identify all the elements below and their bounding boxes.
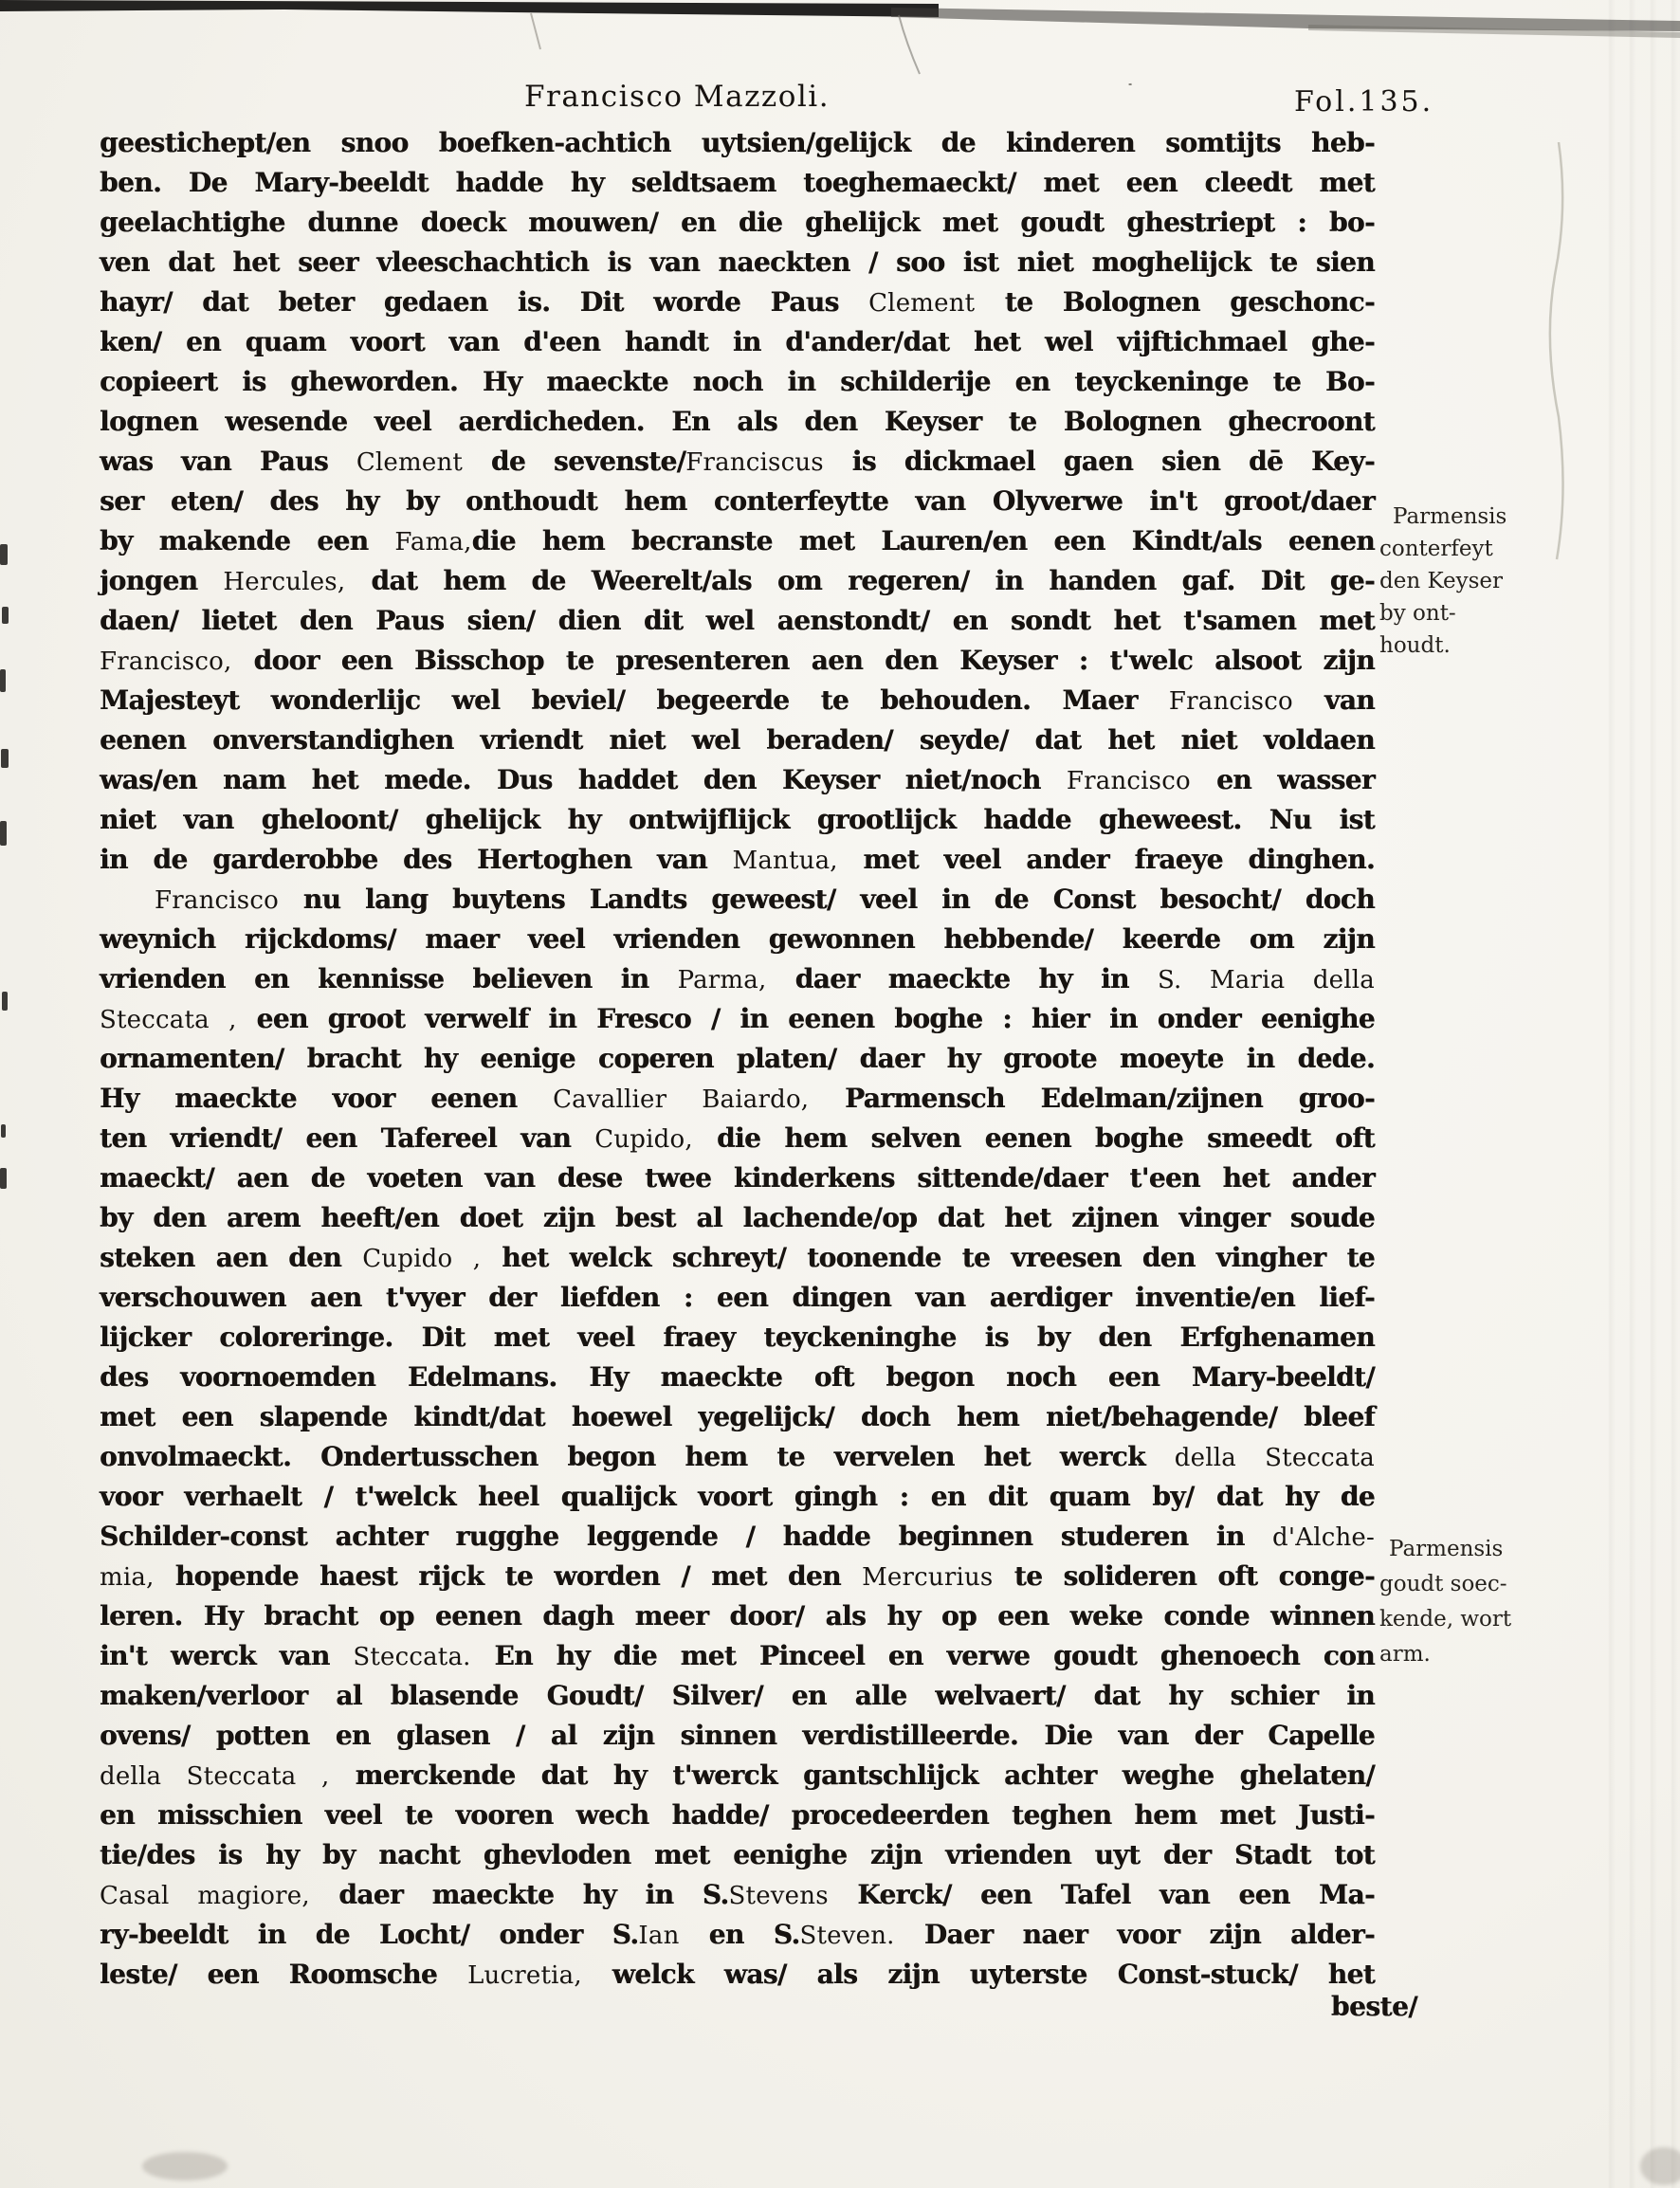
body-line <box>100 1158 1375 1198</box>
roman-type-segment: Stevens <box>728 1882 829 1910</box>
scan-artifact-smudge <box>142 2152 228 2180</box>
margin-note-line: goudt soec- <box>1379 1572 1507 1596</box>
roman-type-segment: della Steccata , <box>100 1762 330 1791</box>
roman-type-segment: Francisco <box>1066 767 1191 795</box>
body-line <box>100 681 1375 720</box>
roman-type-segment: S. Maria della <box>1157 966 1375 994</box>
roman-type-segment: Mercurius <box>862 1563 994 1592</box>
body-line <box>100 1397 1375 1437</box>
margin-note-line: conterfeyt <box>1379 537 1493 561</box>
body-line <box>100 362 1375 402</box>
margin-note-line: by ont- <box>1379 601 1456 626</box>
blackletter-segment: geestichept/en snoo boefken-achtich uytsien/gelijck de kinderen somtijts heb- <box>100 127 1375 158</box>
blackletter-segment: leren. Hy bracht op eenen dagh meer door/ als hy op een weke conde winnen <box>100 1600 1375 1632</box>
margin-note-line: den Keyser <box>1379 569 1504 593</box>
blackletter-segment: ornamenten/ bracht hy eenige coperen platen/ daer hy groote moeyte in dede. <box>100 1043 1375 1074</box>
body-line <box>100 1596 1375 1636</box>
body-line <box>100 123 1375 163</box>
roman-type-segment: Steven. <box>799 1922 895 1950</box>
blackletter-segment: ry-beeldt in de Locht/ onder S. <box>100 1919 639 1950</box>
scan-artifact-top-edge <box>0 0 1680 85</box>
body-line <box>100 720 1375 760</box>
margin-note-1 <box>1379 501 1598 662</box>
blackletter-segment: tie/des is hy by nacht ghevloden met eenighe zijn vrienden uyt der Stadt tot <box>100 1839 1375 1870</box>
body-line <box>100 1517 1375 1557</box>
body-line <box>100 1198 1375 1238</box>
blackletter-segment: voor verhaelt / t'welck heel qualijck voort gingh : en dit quam by/ dat hy de <box>100 1481 1375 1512</box>
body-line <box>100 442 1375 482</box>
roman-type-segment: Francisco <box>1168 687 1293 716</box>
blackletter-segment: daen/ lietet den Paus sien/ dien dit wel aenstondt/ en sondt het t'samen met <box>100 605 1375 636</box>
roman-type-segment: Cupido , <box>362 1245 482 1273</box>
body-line <box>100 482 1375 521</box>
blackletter-segment: En hy die met Pinceel en verwe goudt ghenoech con <box>470 1640 1375 1671</box>
margin-note-line: Parmensis <box>1393 504 1507 529</box>
body-line <box>100 959 1375 999</box>
blackletter-segment: daer maeckte hy in S. <box>309 1879 729 1910</box>
blackletter-segment: steken aen den <box>100 1242 363 1273</box>
blackletter-segment: een groot verwelf in Fresco / in eenen boghe : hier in onder eenighe <box>236 1003 1376 1034</box>
roman-type-segment: Casal magiore, <box>100 1882 310 1910</box>
body-line <box>100 561 1375 601</box>
blackletter-segment: van <box>1292 684 1375 716</box>
roman-type-segment: Mantua, <box>732 847 838 875</box>
roman-type-segment: Lucretia, <box>467 1961 582 1990</box>
blackletter-segment: onvolmaeckt. Ondertusschen begon hem te vervelen het werck <box>100 1441 1175 1472</box>
blackletter-segment: merckende dat hy t'werck gantschlijck achter weghe ghelaten/ <box>329 1760 1375 1791</box>
blackletter-segment: in de garderobbe des Hertoghen van <box>100 844 733 875</box>
blackletter-segment: by makende een <box>100 525 395 556</box>
blackletter-segment: Schilder-const achter rugghe leggende / hadde beginnen studeren in <box>100 1521 1273 1552</box>
blackletter-segment: met veel ander fraeye dinghen. <box>837 844 1375 875</box>
folio-number: Fol.135. <box>1294 85 1434 119</box>
roman-type-segment: Ian <box>638 1922 680 1950</box>
body-line <box>100 521 1375 561</box>
body-line <box>100 163 1375 203</box>
margin-note-line: arm. <box>1379 1642 1431 1667</box>
body-line <box>100 920 1375 959</box>
body-line <box>100 840 1375 880</box>
body-line <box>100 1756 1375 1796</box>
blackletter-segment: lijcker coloreringe. Dit met veel fraey teyckeninghe is by den Erfghenamen <box>100 1322 1375 1353</box>
blackletter-segment: was/en nam het mede. Dus haddet den Keyser niet/noch <box>100 764 1067 795</box>
margin-note-line: Parmensis <box>1389 1537 1504 1561</box>
blackletter-segment: verschouwen aen t'vyer der liefden : een dingen van aerdiger inventie/en lief- <box>100 1282 1375 1313</box>
roman-type-segment: della Steccata <box>1174 1444 1375 1472</box>
roman-type-segment: Steccata , <box>100 1006 237 1034</box>
margin-note-line: houdt. <box>1379 633 1451 658</box>
roman-type-segment: Cupido, <box>594 1125 693 1154</box>
body-line <box>100 402 1375 442</box>
blackletter-segment: is dickmael gaen sien dē Key- <box>823 446 1375 477</box>
scan-artifact-left-edge-marks <box>0 0 19 2188</box>
body-line <box>100 1238 1375 1278</box>
body-line <box>100 1119 1375 1158</box>
blackletter-segment: welck was/ als zijn uyterste Const-stuck/ het <box>581 1959 1375 1990</box>
roman-type-segment: Cavallier Baiardo, <box>553 1085 810 1114</box>
blackletter-segment: hayr/ dat beter gedaen is. Dit worde Paus <box>100 286 869 318</box>
roman-type-segment: Francisco, <box>100 647 232 676</box>
roman-type-segment: Clement <box>356 448 464 477</box>
body-line <box>100 999 1375 1039</box>
blackletter-segment: dat hem de Weerelt/als om regeren/ in handen gaf. Dit ge- <box>345 565 1375 596</box>
roman-type-segment: Clement <box>868 289 976 318</box>
body-line <box>100 1676 1375 1716</box>
body-line <box>100 1835 1375 1875</box>
blackletter-segment: Majesteyt wonderlijc wel beviel/ begeerde te behouden. Maer <box>100 684 1169 716</box>
blackletter-segment: die hem becranste met Lauren/en een Kindt/als eenen <box>471 525 1375 556</box>
blackletter-segment: ken/ en quam voort van d'een handt in d'ander/dat het wel vijftichmael ghe- <box>100 326 1375 357</box>
blackletter-segment: in't werck van <box>100 1640 354 1671</box>
roman-type-segment: Hercules, <box>223 568 346 596</box>
blackletter-segment: lognen wesende veel aerdicheden. En als den Keyser te Bolognen ghecroont <box>100 406 1375 437</box>
body-line <box>100 880 1375 920</box>
body-line <box>100 1039 1375 1079</box>
blackletter-segment: jongen <box>100 565 224 596</box>
blackletter-segment: geelachtighe dunne doeck mouwen/ en die ghelijck met goudt ghestriept : bo- <box>100 207 1375 238</box>
roman-type-segment: Parma, <box>677 966 767 994</box>
blackletter-segment: ben. De Mary-beeldt hadde hy seldtsaem toeghemaeckt/ met een cleedt met <box>100 167 1375 198</box>
paper-texture-streaks <box>1595 0 1680 2188</box>
blackletter-segment: maeckt/ aen de voeten van dese twee kinderkens sittende/daer t'een het ander <box>100 1162 1375 1194</box>
blackletter-segment: was van Paus <box>100 446 356 477</box>
body-line <box>100 1796 1375 1835</box>
blackletter-segment: die hem selven eenen boghe smeedt oft <box>692 1122 1375 1154</box>
body-text <box>100 123 1375 1995</box>
body-line <box>100 1915 1375 1955</box>
blackletter-segment: leste/ een Roomsche <box>100 1959 468 1990</box>
blackletter-segment: door een Bisschop te presenteren aen den Keyser : t'welc alsoot zijn <box>231 645 1375 676</box>
blackletter-segment: daer maeckte hy in <box>766 963 1158 994</box>
margin-note-2 <box>1379 1532 1598 1672</box>
body-line <box>100 1875 1375 1915</box>
blackletter-segment: en misschien veel te vooren wech hadde/ procedeerden teghen hem met Justi- <box>100 1799 1375 1831</box>
body-line <box>100 1557 1375 1596</box>
blackletter-segment: weynich rijckdoms/ maer veel vrienden gewonnen hebbende/ keerde om zijn <box>100 923 1375 955</box>
roman-type-segment: Steccata. <box>353 1643 471 1671</box>
body-line <box>100 1079 1375 1119</box>
margin-note-line: kende, wort <box>1379 1607 1512 1632</box>
blackletter-segment: nu lang buytens Landts geweest/ veel in de Const besocht/ doch <box>278 884 1375 915</box>
roman-type-segment: Franciscus <box>685 448 824 477</box>
body-line <box>100 283 1375 322</box>
blackletter-segment: ovens/ potten en glasen / al zijn sinnen verdistilleerde. Die van der Capelle <box>100 1720 1375 1751</box>
roman-type-segment: mia, <box>100 1563 155 1592</box>
blackletter-segment: en wasser <box>1190 764 1375 795</box>
running-head-title: Francisco Mazzoli. <box>524 80 831 114</box>
blackletter-segment: vrienden en kennisse believen in <box>100 963 678 994</box>
scan-artifact-smudge <box>1640 2147 1680 2185</box>
body-line <box>100 1636 1375 1676</box>
body-line <box>100 760 1375 800</box>
blackletter-segment: en S. <box>679 1919 800 1950</box>
blackletter-segment: by den arem heeft/en doet zijn best al lachende/op dat het zijnen vinger soude <box>100 1202 1375 1233</box>
blackletter-segment: ven dat het seer vleeschachtich is van naeckten / soo ist niet moghelijck te sien <box>100 246 1375 278</box>
blackletter-segment: Kerck/ een Tafel van een Ma- <box>828 1879 1375 1910</box>
blackletter-segment: de sevenste/ <box>463 446 686 477</box>
body-line <box>100 1955 1375 1995</box>
blackletter-segment: ser eten/ des hy by onthoudt hem conterfeytte van Olyverwe in't groot/daer <box>100 485 1375 517</box>
blackletter-segment: ten vriendt/ een Tafereel van <box>100 1122 595 1154</box>
body-line <box>100 1477 1375 1517</box>
body-line <box>100 243 1375 283</box>
blackletter-segment: met een slapende kindt/dat hoewel yegelijck/ doch hem niet/behagende/ bleef <box>100 1401 1375 1432</box>
roman-type-segment: Francisco <box>155 886 279 915</box>
body-line <box>100 1318 1375 1358</box>
blackletter-segment: te Bolognen geschonc- <box>975 286 1375 318</box>
roman-type-segment: Fama, <box>394 528 472 556</box>
roman-type-segment: d'Alche- <box>1272 1523 1375 1552</box>
body-line <box>100 1358 1375 1397</box>
body-line <box>100 203 1375 243</box>
blackletter-segment: Parmensch Edelman/zijnen groo- <box>809 1083 1375 1114</box>
blackletter-segment: Hy maeckte voor eenen <box>100 1083 554 1114</box>
blackletter-segment: copieert is gheworden. Hy maeckte noch in schilderije en teyckeninge te Bo- <box>100 366 1375 397</box>
blackletter-segment: des voornoemden Edelmans. Hy maeckte oft begon noch een Mary-beeldt/ <box>100 1361 1375 1393</box>
blackletter-segment: eenen onverstandighen vriendt niet wel beraden/ seyde/ dat het niet voldaen <box>100 724 1375 756</box>
body-line <box>100 601 1375 641</box>
body-line <box>100 322 1375 362</box>
body-line <box>100 1278 1375 1318</box>
blackletter-segment: maken/verloor al blasende Goudt/ Silver/ en alle welvaert/ dat hy schier in <box>100 1680 1375 1711</box>
body-line <box>100 641 1375 681</box>
blackletter-segment: te solideren oft conge- <box>993 1560 1375 1592</box>
catchword: beste/ <box>1330 1991 1417 2022</box>
blackletter-segment: niet van gheloont/ ghelijck hy ontwijflijck grootlijck hadde gheweest. Nu ist <box>100 804 1375 835</box>
blackletter-segment: Daer naer voor zijn alder- <box>894 1919 1376 1950</box>
blackletter-segment: het welck schreyt/ toonende te vreesen den vingher te <box>481 1242 1375 1273</box>
body-line <box>100 1716 1375 1756</box>
body-line <box>100 1437 1375 1477</box>
blackletter-segment: hopende haest rijck te worden / met den <box>154 1560 863 1592</box>
body-line <box>100 800 1375 840</box>
